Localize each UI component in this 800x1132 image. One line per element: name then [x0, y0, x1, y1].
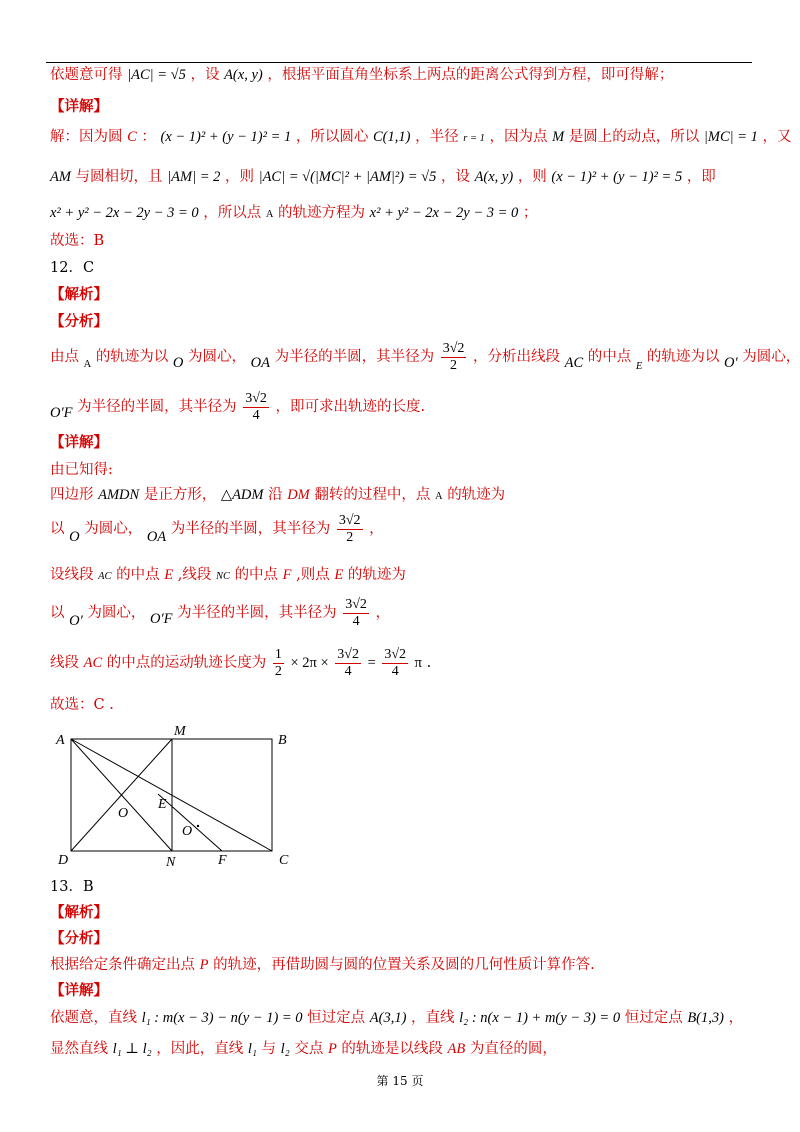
answer-line-11: 故选：B [50, 233, 105, 249]
text: 为半径的半圆，其半径为 [177, 605, 337, 621]
text: 由点 [50, 349, 79, 365]
math: A(3,1) [369, 1010, 407, 1026]
text: 的轨迹为 [347, 567, 406, 583]
fraction-radius-2 [243, 391, 269, 424]
text: 的中点 [116, 567, 160, 583]
math: O′ [69, 613, 83, 629]
text: 为圆心， [87, 605, 146, 621]
label-M: M [174, 724, 186, 739]
text: ， [375, 605, 391, 621]
text: 为圆心， [84, 521, 143, 537]
math: l₂ : n(x − 1) + m(y − 3) = 0 [459, 1010, 621, 1026]
text: 的轨迹为 [447, 487, 506, 503]
numerator: 3√2 [384, 646, 407, 662]
text-line-3 [50, 126, 792, 150]
section-reasoning-12: 【分析】 [50, 313, 108, 330]
text-line-25 [50, 1007, 743, 1029]
text: . [426, 655, 432, 671]
text: ,则点 [296, 567, 330, 583]
geometry-figure [50, 722, 310, 870]
text: ，所以圆心 [295, 129, 369, 145]
math: (x − 1)² + (y − 1)² = 1 [160, 129, 292, 145]
section-detail-1: 【详解】 [50, 98, 108, 115]
text-line-18 [50, 646, 431, 680]
page-number: 第 15 页 [376, 1074, 424, 1088]
text-line-23 [50, 954, 595, 976]
math: |MC| = 1 [703, 129, 758, 145]
math: |AC| = √(|MC|² + |AM|²) = √5 [258, 169, 437, 185]
denominator: 2 [274, 663, 282, 679]
text: 的中点 [234, 567, 279, 583]
math: C [127, 129, 137, 145]
math: F [282, 567, 292, 583]
text: 是正方形， [143, 487, 217, 503]
text: 交点 [294, 1041, 324, 1057]
text: 显然直线 [50, 1041, 108, 1057]
numerator: 1 [274, 646, 282, 662]
text: 的轨迹为以 [646, 349, 720, 365]
text: ，直线 [411, 1010, 455, 1026]
math: AC [564, 355, 584, 371]
math: O′F [50, 405, 73, 421]
text: 解：因为圆 [50, 129, 123, 145]
math: (x − 1)² + (y − 1)² = 5 [551, 169, 683, 185]
point-marker [197, 825, 199, 827]
text: ，则 [517, 169, 547, 185]
text: 为直径的圆， [469, 1041, 557, 1057]
math: E [164, 567, 174, 583]
fraction-radius-3 [337, 513, 363, 546]
text: 与圆相切，且 [75, 169, 163, 185]
math: A [83, 359, 92, 370]
text: ： [141, 129, 156, 145]
math: x² + y² − 2x − 2y − 3 = 0 [369, 205, 519, 221]
text: 是圆上的动点，所以 [568, 129, 700, 145]
denominator: 2 [346, 529, 354, 545]
text: 以 [50, 521, 65, 537]
text: 为半径的半圆，其半径为 [274, 349, 435, 365]
math: O′ [723, 355, 738, 371]
math: × 2π × [290, 655, 329, 671]
math: P [327, 1041, 337, 1057]
label-A: A [56, 733, 65, 748]
math: O [69, 529, 80, 545]
math: AB [447, 1041, 466, 1057]
text-line-17 [50, 596, 390, 638]
label-E: E [158, 797, 167, 812]
math: r = 1 [463, 133, 485, 144]
text: 为圆心， [742, 349, 800, 365]
text-line-15 [50, 512, 384, 554]
denominator: 4 [391, 663, 399, 679]
fraction-result [382, 647, 408, 680]
text-line-5 [50, 202, 537, 226]
text: 的轨迹，再借助圆与圆的位置关系及圆的几何性质计算作答. [213, 957, 595, 973]
text: ，因为点 [489, 129, 548, 145]
text: 恒过定点 [624, 1010, 683, 1026]
text-line-1 [50, 64, 673, 86]
numerator: 3√2 [442, 340, 465, 356]
segment-EF [158, 794, 222, 851]
text: 与 [261, 1041, 277, 1057]
text: 沿 [268, 487, 283, 503]
text: ，又 [762, 129, 792, 145]
math: P [199, 957, 209, 973]
text: 依题意可得 [50, 67, 123, 83]
math: △ADM [220, 487, 264, 503]
text: ， [369, 521, 384, 537]
text-line-4 [50, 166, 716, 188]
text: ，根据平面直角坐标系上两点的距离公式得到方程，即可得解； [267, 67, 674, 83]
math: x² + y² − 2x − 2y − 3 = 0 [50, 205, 199, 221]
section-detail-12: 【详解】 [50, 434, 108, 451]
math: E [635, 361, 643, 372]
math: NC [215, 571, 230, 582]
text: 为圆心， [188, 349, 247, 365]
fraction-radius-1 [441, 341, 467, 374]
text-line-13: 由已知得: [50, 462, 113, 478]
text: 设线段 [50, 567, 94, 583]
numerator: 3√2 [337, 646, 359, 662]
math: AMDN [98, 487, 140, 503]
section-analysis-13: 【解析】 [50, 904, 108, 921]
math: OA [146, 529, 167, 545]
label-D: D [58, 853, 69, 868]
math: A(x, y) [224, 67, 263, 83]
text-line-10 [50, 340, 800, 384]
math: |AM| = 2 [167, 169, 221, 185]
text: 根据给定条件确定出点 [50, 957, 195, 973]
text: 的中点的运动轨迹长度为 [106, 655, 267, 671]
text: ； [522, 205, 538, 221]
denominator: 4 [252, 407, 260, 423]
text: ，半径 [415, 129, 459, 145]
math: A(x, y) [474, 169, 514, 185]
text: ，因此，直线 [156, 1041, 244, 1057]
text: ,线段 [177, 567, 212, 583]
math: AC [83, 655, 103, 671]
text: 为半径的半圆，其半径为 [77, 399, 237, 415]
label-O-prime: O [182, 824, 193, 839]
text: 的轨迹是以线段 [341, 1041, 443, 1057]
math: M [552, 129, 565, 145]
math: l₁ : m(x − 3) − n(y − 1) = 0 [141, 1010, 303, 1026]
math: A [265, 209, 274, 220]
text: 以 [50, 605, 65, 621]
text: 恒过定点 [307, 1010, 366, 1026]
math: AM [50, 169, 71, 185]
question-12-answer: 12．C [50, 260, 95, 276]
math: A [434, 491, 443, 502]
label-N: N [166, 855, 176, 870]
text-line-26 [50, 1038, 557, 1060]
math: l₁ [247, 1041, 257, 1057]
numerator: 3√2 [338, 512, 361, 528]
text: ，所以点 [203, 205, 262, 221]
text: ， [728, 1010, 744, 1026]
math: O′F [149, 611, 173, 627]
math: E [334, 567, 344, 583]
section-detail-13: 【详解】 [50, 982, 108, 999]
math: l₂ [280, 1041, 290, 1057]
math: |AC| = √5 [127, 67, 186, 83]
answer-line-12: 故选：C . [50, 697, 114, 713]
question-13-answer: 13．B [50, 879, 94, 895]
math: AC [98, 571, 112, 582]
math: l₁ ⊥ l₂ [112, 1041, 152, 1057]
fraction-half [273, 647, 284, 680]
text: ，分析出线段 [472, 349, 560, 365]
denominator: 4 [352, 613, 360, 629]
header-rule [46, 62, 752, 63]
math: OA [250, 355, 270, 371]
text: ，则 [224, 169, 254, 185]
math: DM [287, 487, 310, 503]
text: 四边形 [50, 487, 94, 503]
numerator: 3√2 [345, 596, 367, 612]
text: 的中点 [587, 349, 632, 365]
label-B: B [278, 733, 287, 748]
section-analysis-12: 【解析】 [50, 286, 108, 303]
label-C: C [279, 853, 289, 868]
fraction-radius-4 [343, 597, 369, 630]
math: = [367, 655, 376, 671]
text: 依题意，直线 [50, 1010, 137, 1026]
text: ，即 [686, 169, 716, 185]
text-line-11 [50, 390, 425, 430]
math: B(1,3) [687, 1010, 724, 1026]
text: ，即可求出轨迹的长度. [275, 399, 426, 415]
text: ，设 [440, 169, 470, 185]
numerator: 3√2 [245, 390, 267, 406]
text: 为半径的半圆，其半径为 [170, 521, 331, 537]
math: C(1,1) [373, 129, 411, 145]
text: ，设 [190, 67, 220, 83]
section-reasoning-13: 【分析】 [50, 930, 108, 947]
text: 的轨迹方程为 [278, 205, 366, 221]
denominator: 4 [344, 663, 352, 679]
denominator: 2 [450, 357, 458, 373]
text: 线段 [50, 655, 79, 671]
label-O: O [118, 806, 129, 821]
math: π [414, 655, 422, 671]
fraction-radius-5 [335, 647, 361, 680]
label-F: F [218, 853, 227, 868]
text: 翻转的过程中，点 [314, 487, 431, 503]
text-line-16 [50, 564, 406, 588]
math: O [172, 355, 184, 371]
text-line-14 [50, 484, 505, 508]
text: 的轨迹为以 [95, 349, 169, 365]
